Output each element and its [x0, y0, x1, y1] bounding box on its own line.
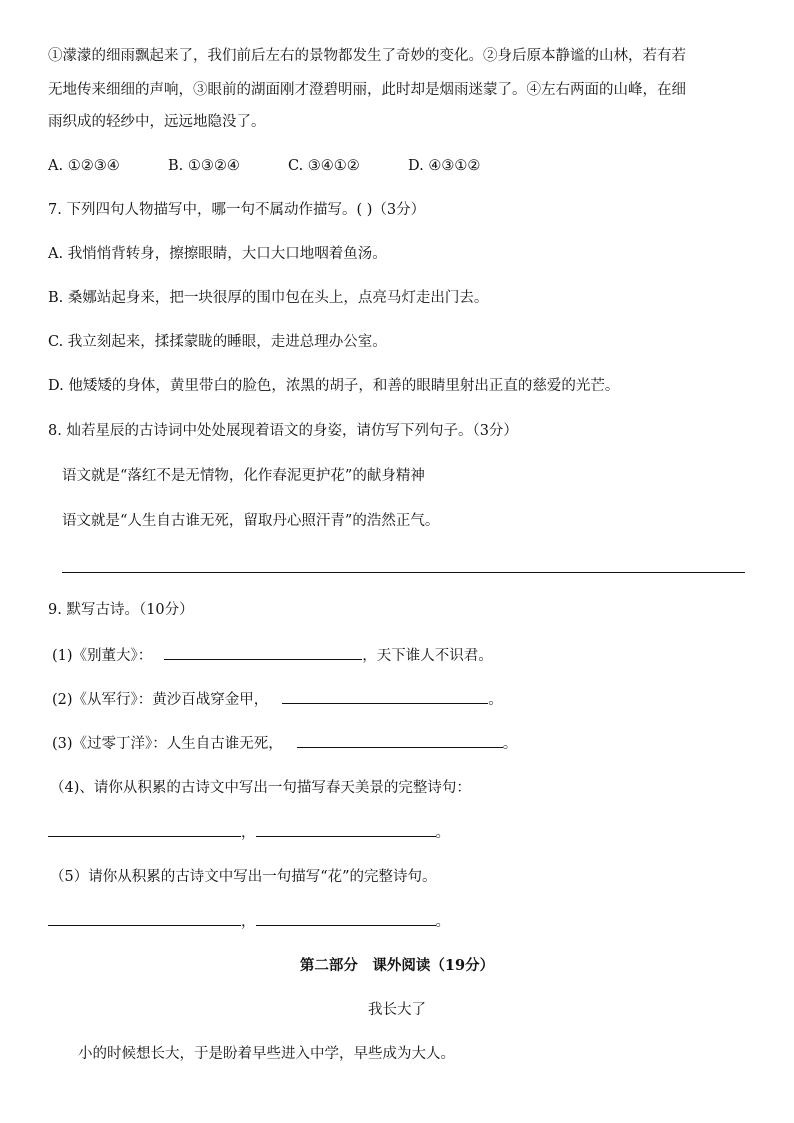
- q9-item-5-blank-1[interactable]: [48, 911, 241, 926]
- q6-option-b-text: ①③②④: [187, 158, 240, 174]
- q6-option-d-label: D.: [408, 158, 424, 174]
- q6-option-d-text: ④③①②: [428, 158, 481, 174]
- q9-item-5: （5）请你从积累的古诗文中写出一句描写“花”的完整诗句。: [50, 869, 437, 885]
- q9-item-1-suffix: ，天下谁人不识君。: [362, 648, 493, 664]
- article-title: 我长大了: [368, 1002, 426, 1018]
- q7-stem: 7. 下列四句人物描写中，哪一句不属动作描写。( )（3分）: [48, 202, 426, 218]
- article-first-line: 小的时候想长大，于是盼着早些进入中学，早些成为大人。: [78, 1046, 455, 1062]
- q9-item-1: [52, 645, 493, 666]
- q9-item-4-answer: [48, 822, 450, 843]
- q6-option-b: [168, 156, 240, 176]
- q9-item-5-blank-2[interactable]: [256, 911, 436, 926]
- passage-line-2: 无地传来细细的声响，③眼前的湖面刚才澄碧明丽，此时却是烟雨迷蒙了。④左右两面的山峰，在细: [48, 82, 686, 98]
- q9-item-4-blank-2[interactable]: [256, 822, 436, 837]
- q9-item-2-suffix: 。: [488, 692, 503, 708]
- q9-item-4-comma: ，: [241, 825, 256, 841]
- q6-option-c: [288, 156, 360, 176]
- q7-option-c: C. 我立刻起来，揉揉蒙眬的睡眼，走进总理办公室。: [48, 334, 387, 350]
- q9-item-4: （4)、请你从积累的古诗文中写出一句描写春天美景的完整诗句：: [50, 780, 471, 796]
- passage-line-1: ①濛濛的细雨飘起来了，我们前后左右的景物都发生了奇妙的变化。②身后原本静谧的山林，若有若: [48, 48, 686, 64]
- q6-option-c-text: ③④①②: [307, 158, 360, 174]
- q9-item-4-period: 。: [435, 825, 450, 841]
- section-heading: 第二部分 课外阅读（19分）: [299, 957, 495, 974]
- q8-example-2: 语文就是“人生自古谁无死，留取丹心照汗青”的浩然正气。: [62, 513, 440, 529]
- q9-stem: 9. 默写古诗。（10分）: [48, 602, 194, 618]
- q9-item-3-suffix: 。: [502, 736, 518, 752]
- q6-option-d: [408, 156, 480, 176]
- q6-option-b-label: B.: [168, 158, 184, 174]
- q7-option-a: A. 我悄悄背转身，擦擦眼睛，大口大口地咽着鱼汤。: [48, 246, 387, 262]
- q7-option-d: D. 他矮矮的身体，黄里带白的脸色，浓黑的胡子，和善的眼睛里射出正直的慈爱的光芒。: [48, 378, 620, 394]
- q8-example-1: 语文就是“落红不是无情物，化作春泥更护花”的献身精神: [62, 468, 425, 484]
- q9-item-1-blank[interactable]: [164, 645, 362, 660]
- q9-item-5-comma: ，: [241, 914, 256, 930]
- q9-item-4-blank-1[interactable]: [48, 822, 241, 837]
- q6-option-a-text: ①②③④: [67, 158, 120, 174]
- q8-stem: 8. 灿若星辰的古诗词中处处展现着语文的身姿，请仿写下列句子。（3分）: [48, 423, 518, 439]
- q9-item-3-prefix: (3)《过零丁洋》：人生自古谁无死，: [52, 736, 283, 752]
- q7-option-b: B. 桑娜站起身来，把一块很厚的围巾包在头上，点亮马灯走出门去。: [48, 290, 489, 306]
- q6-option-a-label: A.: [48, 158, 64, 174]
- q9-item-2-blank[interactable]: [282, 689, 488, 704]
- q9-item-1-prefix: (1)《别董大》：: [52, 648, 153, 664]
- q9-item-3-blank[interactable]: [297, 733, 503, 748]
- q6-option-c-label: C.: [288, 158, 304, 174]
- q9-item-3: [52, 733, 517, 754]
- q8-answer-line[interactable]: [62, 572, 745, 573]
- passage-line-3: 雨织成的轻纱中，远远地隐没了。: [48, 114, 266, 130]
- q9-item-2: [52, 689, 503, 710]
- q9-item-5-period: 。: [435, 914, 450, 930]
- q9-item-5-answer: [48, 911, 450, 932]
- q9-item-2-prefix: (2)《从军行》：黄沙百战穿金甲，: [52, 692, 269, 708]
- q6-option-a: [48, 156, 120, 176]
